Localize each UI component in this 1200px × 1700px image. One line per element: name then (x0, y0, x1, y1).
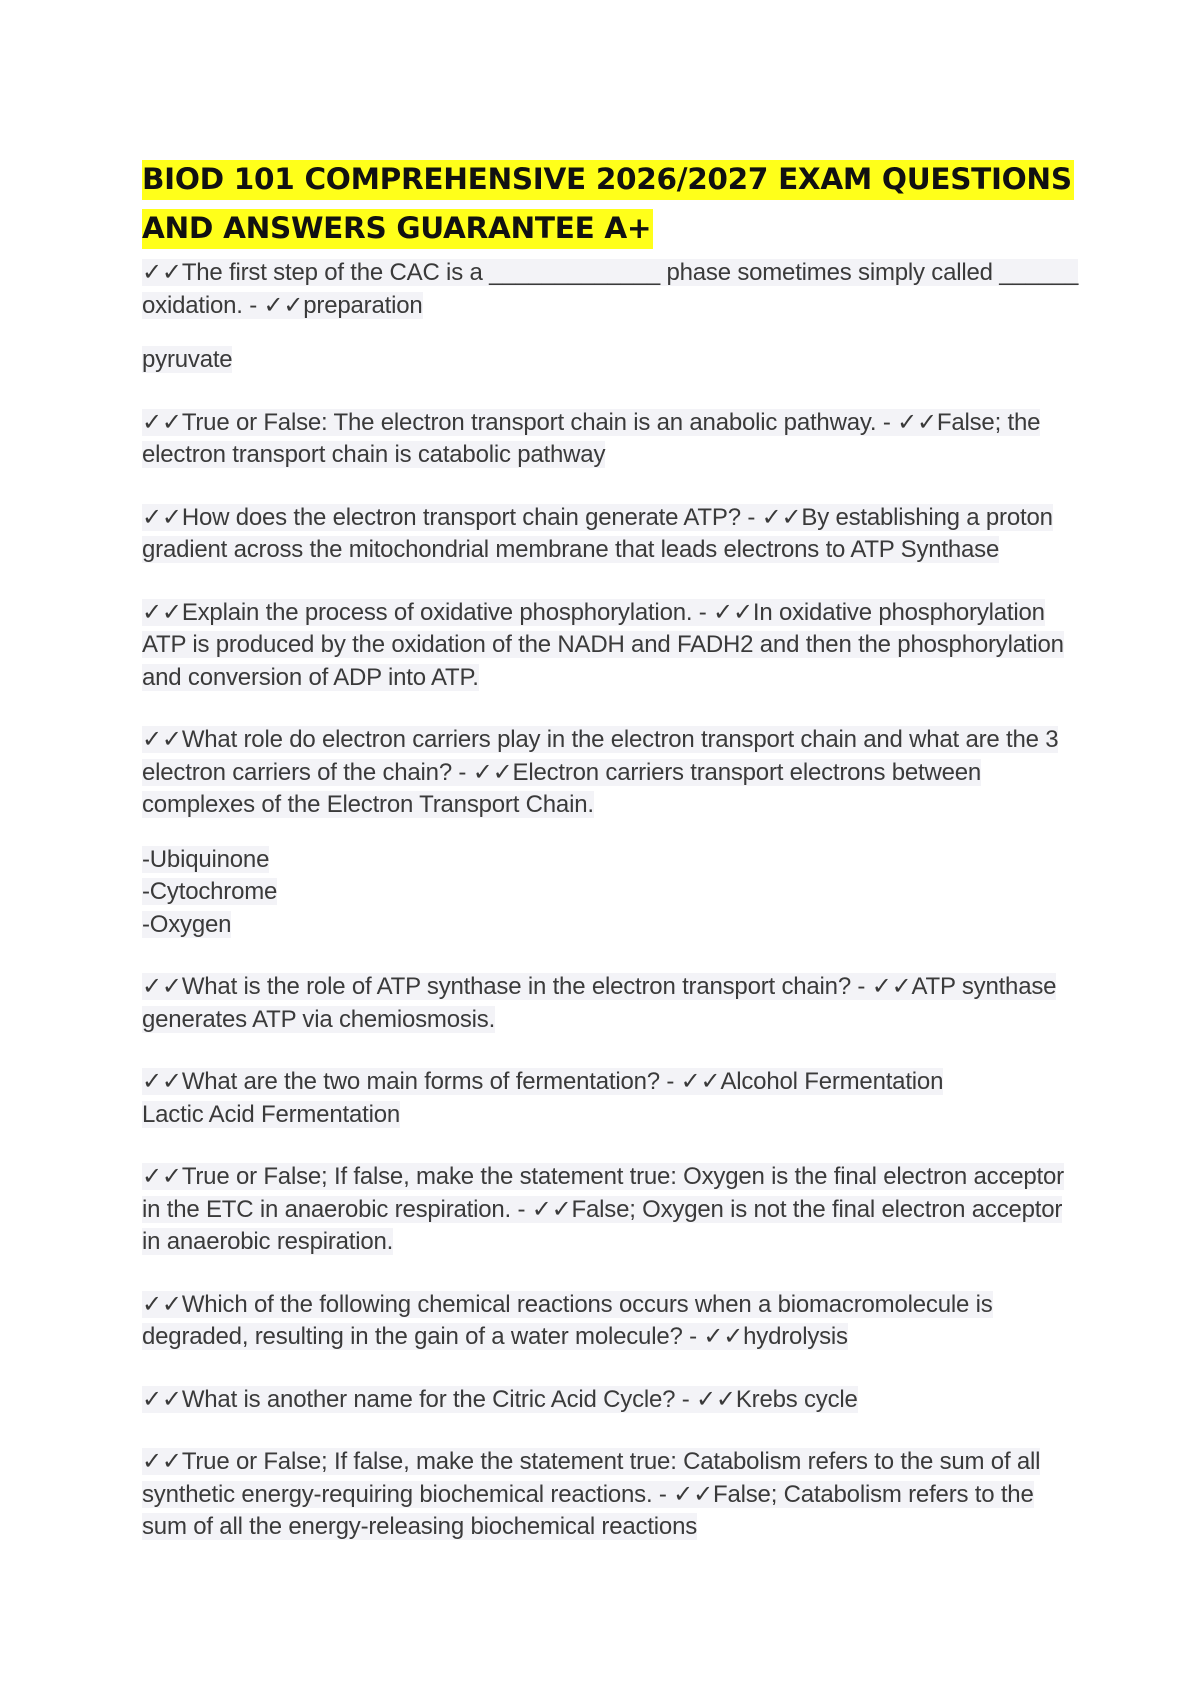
document-title (142, 155, 1082, 253)
answer-continuation: pyruvate (142, 346, 233, 373)
qa-item-3: ✓✓How does the electron transport chain generate ATP? - ✓✓By establishing a proton gradient across the mitochondrial membrane that leads electrons to ATP Synthase (142, 503, 1053, 563)
qa-item-10: ✓✓What is another name for the Citric Acid Cycle? - ✓✓Krebs cycle (142, 1385, 858, 1413)
qa-item-7: ✓✓What are the two main forms of fermentation? - ✓✓Alcohol Fermentation Lactic Acid Fermentation (142, 1068, 944, 1128)
electron-carrier-list: -Ubiquinone -Cytochrome -Oxygen (142, 845, 278, 938)
qa-item-11: ✓✓True or False; If false, make the statement true: Catabolism refers to the sum of all synthetic energy-requiring biochemical reactions. - ✓✓False; Catabolism refers to the sum of all the energy-releasing biochemical reactions (142, 1448, 1041, 1540)
qa-item-9: ✓✓Which of the following chemical reactions occurs when a biomacromolecule is degraded, resulting in the gain of a water molecule? - ✓✓hydrolysis (142, 1290, 993, 1350)
document-page (142, 155, 1082, 1544)
qa-item-2: ✓✓True or False: The electron transport chain is an anabolic pathway. - ✓✓False; the electron transport chain is catabolic pathway (142, 408, 1041, 468)
qa-item-6: ✓✓What is the role of ATP synthase in the electron transport chain? - ✓✓ATP synthase generates ATP via chemiosmosis. (142, 973, 1057, 1033)
document-title-text: BIOD 101 COMPREHENSIVE 2026/2027 EXAM QUESTIONS AND ANSWERS GUARANTEE A+ (142, 160, 1074, 249)
qa-item-5: ✓✓What role do electron carriers play in the electron transport chain and what are the 3 electron carriers of the chain? - ✓✓Electron carriers transport electrons between complexes of the Electron Transport Chain. (142, 726, 1059, 818)
qa-item-8: ✓✓True or False; If false, make the statement true: Oxygen is the final electron acceptor in the ETC in anaerobic respiration. - ✓✓False; Oxygen is not the final electron acceptor in anaerobic respiration. (142, 1163, 1064, 1255)
qa-item-1: ✓✓The first step of the CAC is a _____________ phase sometimes simply called ______ oxidation. - ✓✓preparation (142, 259, 1079, 319)
qa-item-4: ✓✓Explain the process of oxidative phosphorylation. - ✓✓In oxidative phosphorylation ATP is produced by the oxidation of the NADH and FADH2 and then the phosphorylation and conversion of ADP into ATP. (142, 598, 1064, 691)
